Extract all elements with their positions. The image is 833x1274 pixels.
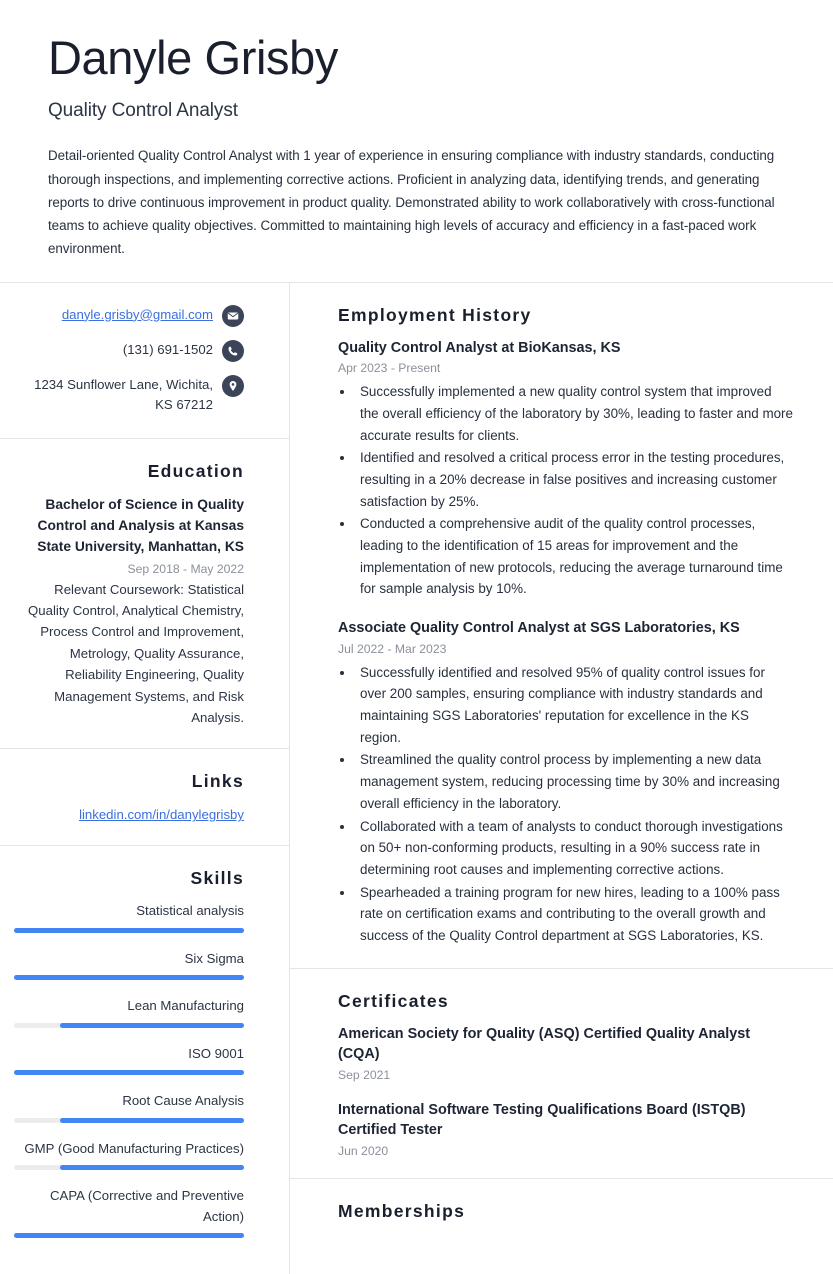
skill-level-track [14,928,244,933]
skills-list [14,901,244,1238]
employment-bullet: • Successfully implemented a new quality control system that improved the overall efficiency of the laboratory by 30%, leading to faster and more accurate results for clients. [355,381,793,446]
candidate-job-title: Quality Control Analyst [48,100,238,122]
employment-section [290,283,833,969]
skill-level-fill [14,1233,244,1238]
resume-body [0,283,833,1274]
skills-section [0,846,289,1274]
certificates-heading: Certificates [338,990,449,1011]
contact-address-text: 1234 Sunflower Lane, Wichita, KS 67212 [34,376,213,413]
skill-level-fill [60,1023,244,1028]
skill-level-fill [60,1165,244,1170]
skill-name: Statistical analysis [136,903,244,919]
certificate-entry [338,1024,793,1082]
certificate-title: American Society for Quality (ASQ) Certified Quality Analyst (CQA) [338,1025,751,1063]
certificate-date: Jun 2020 [338,1143,389,1158]
skill-level-fill [14,1070,244,1075]
contact-email-text[interactable]: danyle.grisby@gmail.com [61,306,213,322]
skills-heading: Skills [190,868,244,889]
skill-level-track [14,975,244,980]
education-degree: Bachelor of Science in Quality Control and Analysis at Kansas State University, Manhattan, KS [37,496,244,555]
employment-bullet: • Collaborated with a team of analysts to conduct thorough investigations on 50+ non-conforming products, resulting in a 90% success rate in determining root causes and implementing corrective actions. [355,816,793,881]
employment-bullet: • Identified and resolved a critical process error in the testing procedures, resulting in a 20% decrease in false positives and increasing customer satisfaction by 25%. [355,447,793,512]
skill-item [14,996,244,1027]
phone-icon [222,340,244,362]
employment-entry [338,338,793,600]
skill-level-track [14,1118,244,1123]
skill-level-track [14,1233,244,1238]
certificates-section [290,969,833,1179]
skill-level-track [14,1070,244,1075]
education-entry [14,494,244,729]
contact-phone-row[interactable] [14,340,244,362]
resume-header [0,0,833,260]
skill-level-fill [14,975,244,980]
skill-item [14,1139,244,1170]
skill-item [14,1186,244,1238]
memberships-section [290,1179,833,1254]
envelope-icon [222,305,244,327]
certificate-date: Sep 2021 [338,1067,391,1082]
employment-date: Apr 2023 - Present [338,361,441,376]
employment-heading: Employment History [338,304,532,325]
skill-name: Lean Manufacturing [127,998,244,1014]
certificates-list [338,1024,793,1158]
links-section [0,749,289,846]
employment-title: Associate Quality Control Analyst at SGS Laboratories, KS [338,620,740,637]
skill-item [14,1091,244,1122]
contact-email-row[interactable] [14,305,244,327]
education-section [0,439,289,750]
skill-name: GMP (Good Manufacturing Practices) [24,1140,244,1156]
links-heading: Links [191,771,244,792]
education-description: Relevant Coursework: Statistical Quality Control, Analytical Chemistry, Process Control and Improvement, Metrology, Quality Assurance, Reliability Engineering, Quality Management Systems, and Risk Analysis. [28,581,244,725]
link-item-linkedin[interactable]: linkedin.com/in/danylegrisby [79,807,244,823]
skill-name: Six Sigma [184,950,244,966]
skill-item [14,949,244,980]
employment-bullet: • Streamlined the quality control process by implementing a new data management system, reducing processing time by 30% and increasing overall efficiency in the laboratory. [355,749,793,814]
employment-date: Jul 2022 - Mar 2023 [338,641,447,656]
skill-item [14,901,244,932]
sidebar-column [0,283,290,1274]
employment-bullet: • Successfully identified and resolved 95% of quality control issues for over 200 samples, ensuring compliance with industry standards and maintaining SGS Laboratories' reputation for excellence in the KS region. [355,662,793,749]
professional-summary: Detail-oriented Quality Control Analyst with 1 year of experience in ensuring compliance with industry standards, conducting thorough inspections, and implementing corrective actions. Proficient in analyzing data, identifying trends, and generating reports to drive continuous improvement in product quality. Demonstrated ability to work collaboratively with cross-functional teams to achieve quality objectives. Committed to maintaining high levels of accuracy and efficiency in a fast-paced work environment. [48,148,775,256]
location-pin-icon [222,375,244,397]
skill-name: Root Cause Analysis [122,1093,244,1109]
employment-entry [338,618,793,947]
candidate-name: Danyle Grisby [48,31,338,84]
skill-item [14,1044,244,1075]
education-date: Sep 2018 - May 2022 [127,561,244,576]
contact-phone-text: (131) 691-1502 [122,341,213,357]
employment-title: Quality Control Analyst at BioKansas, KS [338,339,621,356]
skill-name: CAPA (Corrective and Preventive Action) [50,1188,244,1224]
memberships-heading: Memberships [338,1200,466,1221]
skill-level-track [14,1023,244,1028]
skill-level-track [14,1165,244,1170]
skill-name: ISO 9001 [188,1045,244,1061]
skill-level-fill [60,1118,244,1123]
main-column [290,283,833,1274]
skill-level-fill [14,928,244,933]
certificate-entry [338,1100,793,1158]
employment-bullet: • Spearheaded a training program for new hires, leading to a 100% pass rate on certification exams and contributing to the overall growth and success of the Quality Control department at SGS Laboratories, KS. [355,882,793,947]
certificate-title: International Software Testing Qualifications Board (ISTQB) Certified Tester [338,1101,746,1139]
contact-section [0,283,289,439]
employment-bullets [338,662,793,947]
employment-bullet: • Conducted a comprehensive audit of the quality control processes, leading to the identification of 15 areas for improvement and the implementation of new protocols, reducing the average turnaround time for sample analysis by 10%. [355,513,793,600]
employment-bullets [338,381,793,600]
employment-list [338,338,793,947]
education-heading: Education [147,460,244,481]
contact-address-row[interactable] [14,375,244,416]
